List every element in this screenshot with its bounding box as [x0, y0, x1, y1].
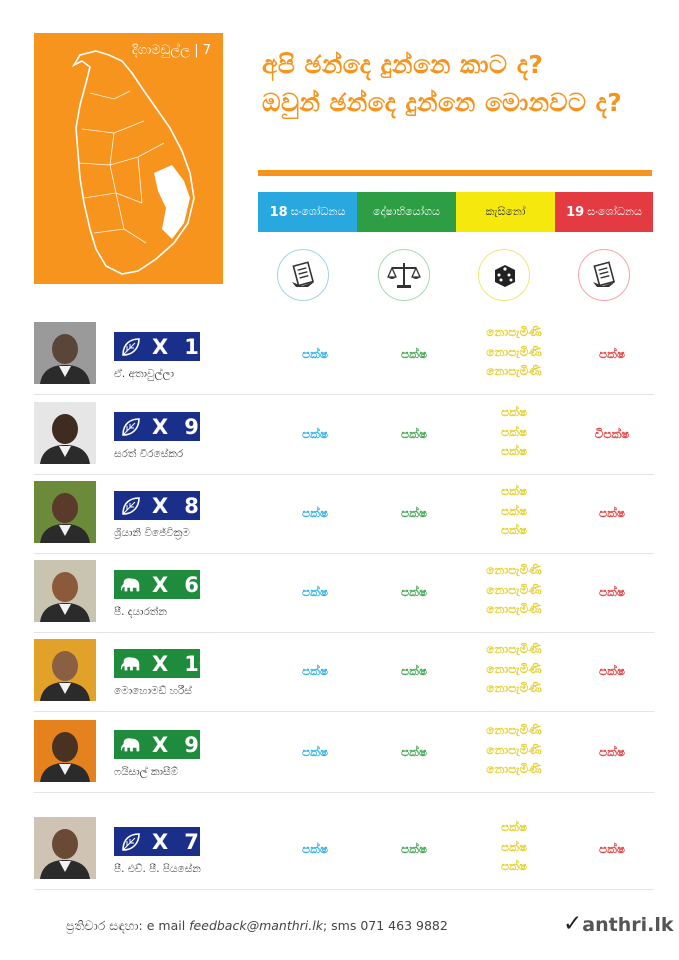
preference-number: 6: [184, 572, 199, 597]
preference-badge: [114, 649, 214, 678]
manthri-logo: [563, 911, 674, 937]
vote-18th-amendment: පක්ෂ: [302, 585, 328, 599]
category-label: කැසිනෝ: [485, 205, 526, 218]
leaf-icon: [120, 336, 142, 358]
preference-badge: [114, 827, 200, 856]
category-label: සංශෝධනය: [587, 205, 642, 218]
casino-vote-line: පක්ෂ: [501, 484, 527, 498]
member-name: ෆයිසාල් කාසීම්: [114, 766, 179, 778]
vote-casino: [486, 561, 541, 620]
casino-vote-line: නොපැමිණි: [486, 681, 542, 695]
category-label: දෝෂාභියෝගය: [373, 205, 440, 218]
leaf-icon: [120, 416, 142, 438]
member-name: පී. එච්. පී. පියසේන: [114, 863, 201, 875]
scales-icon: [378, 249, 430, 301]
casino-vote-line: නොපැමිණි: [486, 563, 542, 577]
category-label: සංශෝධනය: [290, 205, 346, 218]
vote-18th-amendment: පක්ෂ: [302, 842, 328, 856]
preference-badge: [114, 491, 200, 520]
member-photo: [34, 560, 96, 622]
vote-impeachment: පක්ෂ: [401, 664, 427, 678]
vote-18th-amendment: පක්ෂ: [302, 427, 328, 441]
district-label: දිගාමඩුල්ල | 7: [131, 43, 211, 58]
category-impeachment: [357, 192, 456, 232]
preference-badge: [114, 412, 200, 441]
row-divider: [34, 711, 654, 712]
member-row: [34, 474, 654, 553]
divider-bar: [258, 170, 652, 176]
vote-impeachment: පක්ෂ: [401, 745, 427, 759]
member-name: සරත් වීරසේකර: [114, 448, 184, 460]
casino-vote-line: පක්ෂ: [501, 820, 527, 834]
category-casino: [456, 192, 555, 232]
casino-vote-line: පක්ෂ: [501, 503, 527, 518]
feedback-email-link[interactable]: feedback@manthri.lk: [189, 918, 323, 933]
footer-prefix: ප්‍රතිචාර සඳහා: e mail: [66, 918, 190, 933]
member-photo: [34, 639, 96, 701]
vote-impeachment: පක්ෂ: [401, 585, 427, 599]
casino-vote-line: නොපැමිණි: [486, 723, 542, 737]
leaf-icon: [120, 831, 142, 853]
vote-casino: [486, 640, 541, 699]
member-photo: [34, 817, 96, 879]
casino-vote-line: පක්ෂ: [501, 859, 527, 873]
member-row: [34, 713, 654, 792]
preference-badge: [114, 730, 200, 759]
document-icon: [277, 249, 329, 301]
vote-casino: [486, 323, 541, 382]
cross-mark: X: [152, 651, 169, 676]
vote-casino: [501, 818, 527, 877]
elephant-icon: [120, 734, 142, 756]
vote-impeachment: පක්ෂ: [401, 427, 427, 441]
vote-19th-amendment: පක්ෂ: [599, 745, 625, 759]
headline-question-2: ඔවුන් ඡන්දෙ දුන්නෙ මොනවට ද?: [262, 88, 623, 117]
cross-mark: X: [152, 829, 169, 854]
cross-mark: X: [152, 732, 169, 757]
preference-number: 9: [184, 414, 199, 439]
member-row: [34, 632, 654, 711]
casino-vote-line: නොපැමිණි: [486, 762, 542, 776]
casino-vote-line: නොපැමිණි: [486, 642, 542, 656]
member-photo: [34, 402, 96, 464]
member-row: [34, 553, 654, 632]
vote-casino: [501, 482, 527, 541]
category-number: 19: [566, 204, 585, 220]
vote-19th-amendment: පක්ෂ: [599, 664, 625, 678]
casino-vote-line: පක්ෂ: [501, 523, 527, 537]
vote-impeachment: පක්ෂ: [401, 506, 427, 520]
casino-vote-line: නොපැමිණි: [486, 582, 542, 597]
vote-impeachment: පක්ෂ: [401, 347, 427, 361]
vote-18th-amendment: පක්ෂ: [302, 745, 328, 759]
category-18th-amendment: [258, 192, 357, 232]
logo-text: anthri.lk: [582, 914, 674, 936]
member-name: පී. දයාරත්න: [114, 606, 167, 618]
row-divider: [34, 889, 654, 890]
member-photo: [34, 720, 96, 782]
feedback-footer: [66, 918, 448, 934]
preference-number: 8: [184, 493, 199, 518]
leaf-icon: [120, 495, 142, 517]
cross-mark: X: [152, 493, 169, 518]
category-number: 18: [269, 204, 288, 220]
member-name: ඒ. අතාවුල්ලා: [114, 368, 174, 380]
dice-icon: [478, 249, 530, 301]
casino-vote-line: නොපැමිණි: [486, 742, 542, 757]
cross-mark: X: [152, 334, 169, 359]
category-19th-amendment: [555, 192, 653, 232]
vote-18th-amendment: පක්ෂ: [302, 506, 328, 520]
district-map-panel: [34, 33, 223, 284]
vote-casino: [501, 403, 527, 462]
casino-vote-line: නොපැමිණි: [486, 325, 542, 339]
document-icon: [578, 249, 630, 301]
member-row: [34, 395, 654, 474]
vote-casino: [486, 721, 541, 780]
casino-vote-line: නොපැමිණි: [486, 364, 542, 378]
preference-badge: [114, 570, 200, 599]
member-row: [34, 315, 654, 394]
member-name: මොහොමඩ් හරීස්: [114, 685, 192, 697]
row-divider: [34, 792, 654, 793]
preference-number: 10: [184, 651, 214, 676]
member-photo: [34, 322, 96, 384]
casino-vote-line: පක්ෂ: [501, 839, 527, 854]
vote-18th-amendment: පක්ෂ: [302, 347, 328, 361]
elephant-icon: [120, 574, 142, 596]
cross-mark: X: [152, 414, 169, 439]
casino-vote-line: පක්ෂ: [501, 424, 527, 439]
footer-sms: ; sms 071 463 9882: [322, 918, 448, 933]
vote-19th-amendment: පක්ෂ: [599, 347, 625, 361]
casino-vote-line: පක්ෂ: [501, 444, 527, 458]
casino-vote-line: නොපැමිණි: [486, 344, 542, 359]
preference-number: 7: [184, 829, 199, 854]
vote-19th-amendment: පක්ෂ: [599, 842, 625, 856]
preference-badge: [114, 332, 200, 361]
casino-vote-line: නොපැමිණි: [486, 602, 542, 616]
preference-number: 1: [184, 334, 199, 359]
sri-lanka-map-icon: [34, 33, 223, 284]
cross-mark: X: [152, 572, 169, 597]
vote-19th-amendment: විපක්ෂ: [594, 427, 630, 441]
checkmark-icon: ✓: [563, 911, 583, 937]
casino-vote-line: පක්ෂ: [501, 405, 527, 419]
vote-19th-amendment: පක්ෂ: [599, 506, 625, 520]
vote-impeachment: පක්ෂ: [401, 842, 427, 856]
vote-18th-amendment: පක්ෂ: [302, 664, 328, 678]
member-name: ශ්‍රියානි විජේවික්‍රම: [114, 527, 190, 539]
preference-number: 9: [184, 732, 199, 757]
elephant-icon: [120, 653, 142, 675]
casino-vote-line: නොපැමිණි: [486, 661, 542, 676]
member-photo: [34, 481, 96, 543]
member-row: [34, 810, 654, 889]
headline-question-1: අපි ඡන්දෙ දුන්නෙ කාට ද?: [262, 50, 544, 79]
vote-19th-amendment: පක්ෂ: [599, 585, 625, 599]
